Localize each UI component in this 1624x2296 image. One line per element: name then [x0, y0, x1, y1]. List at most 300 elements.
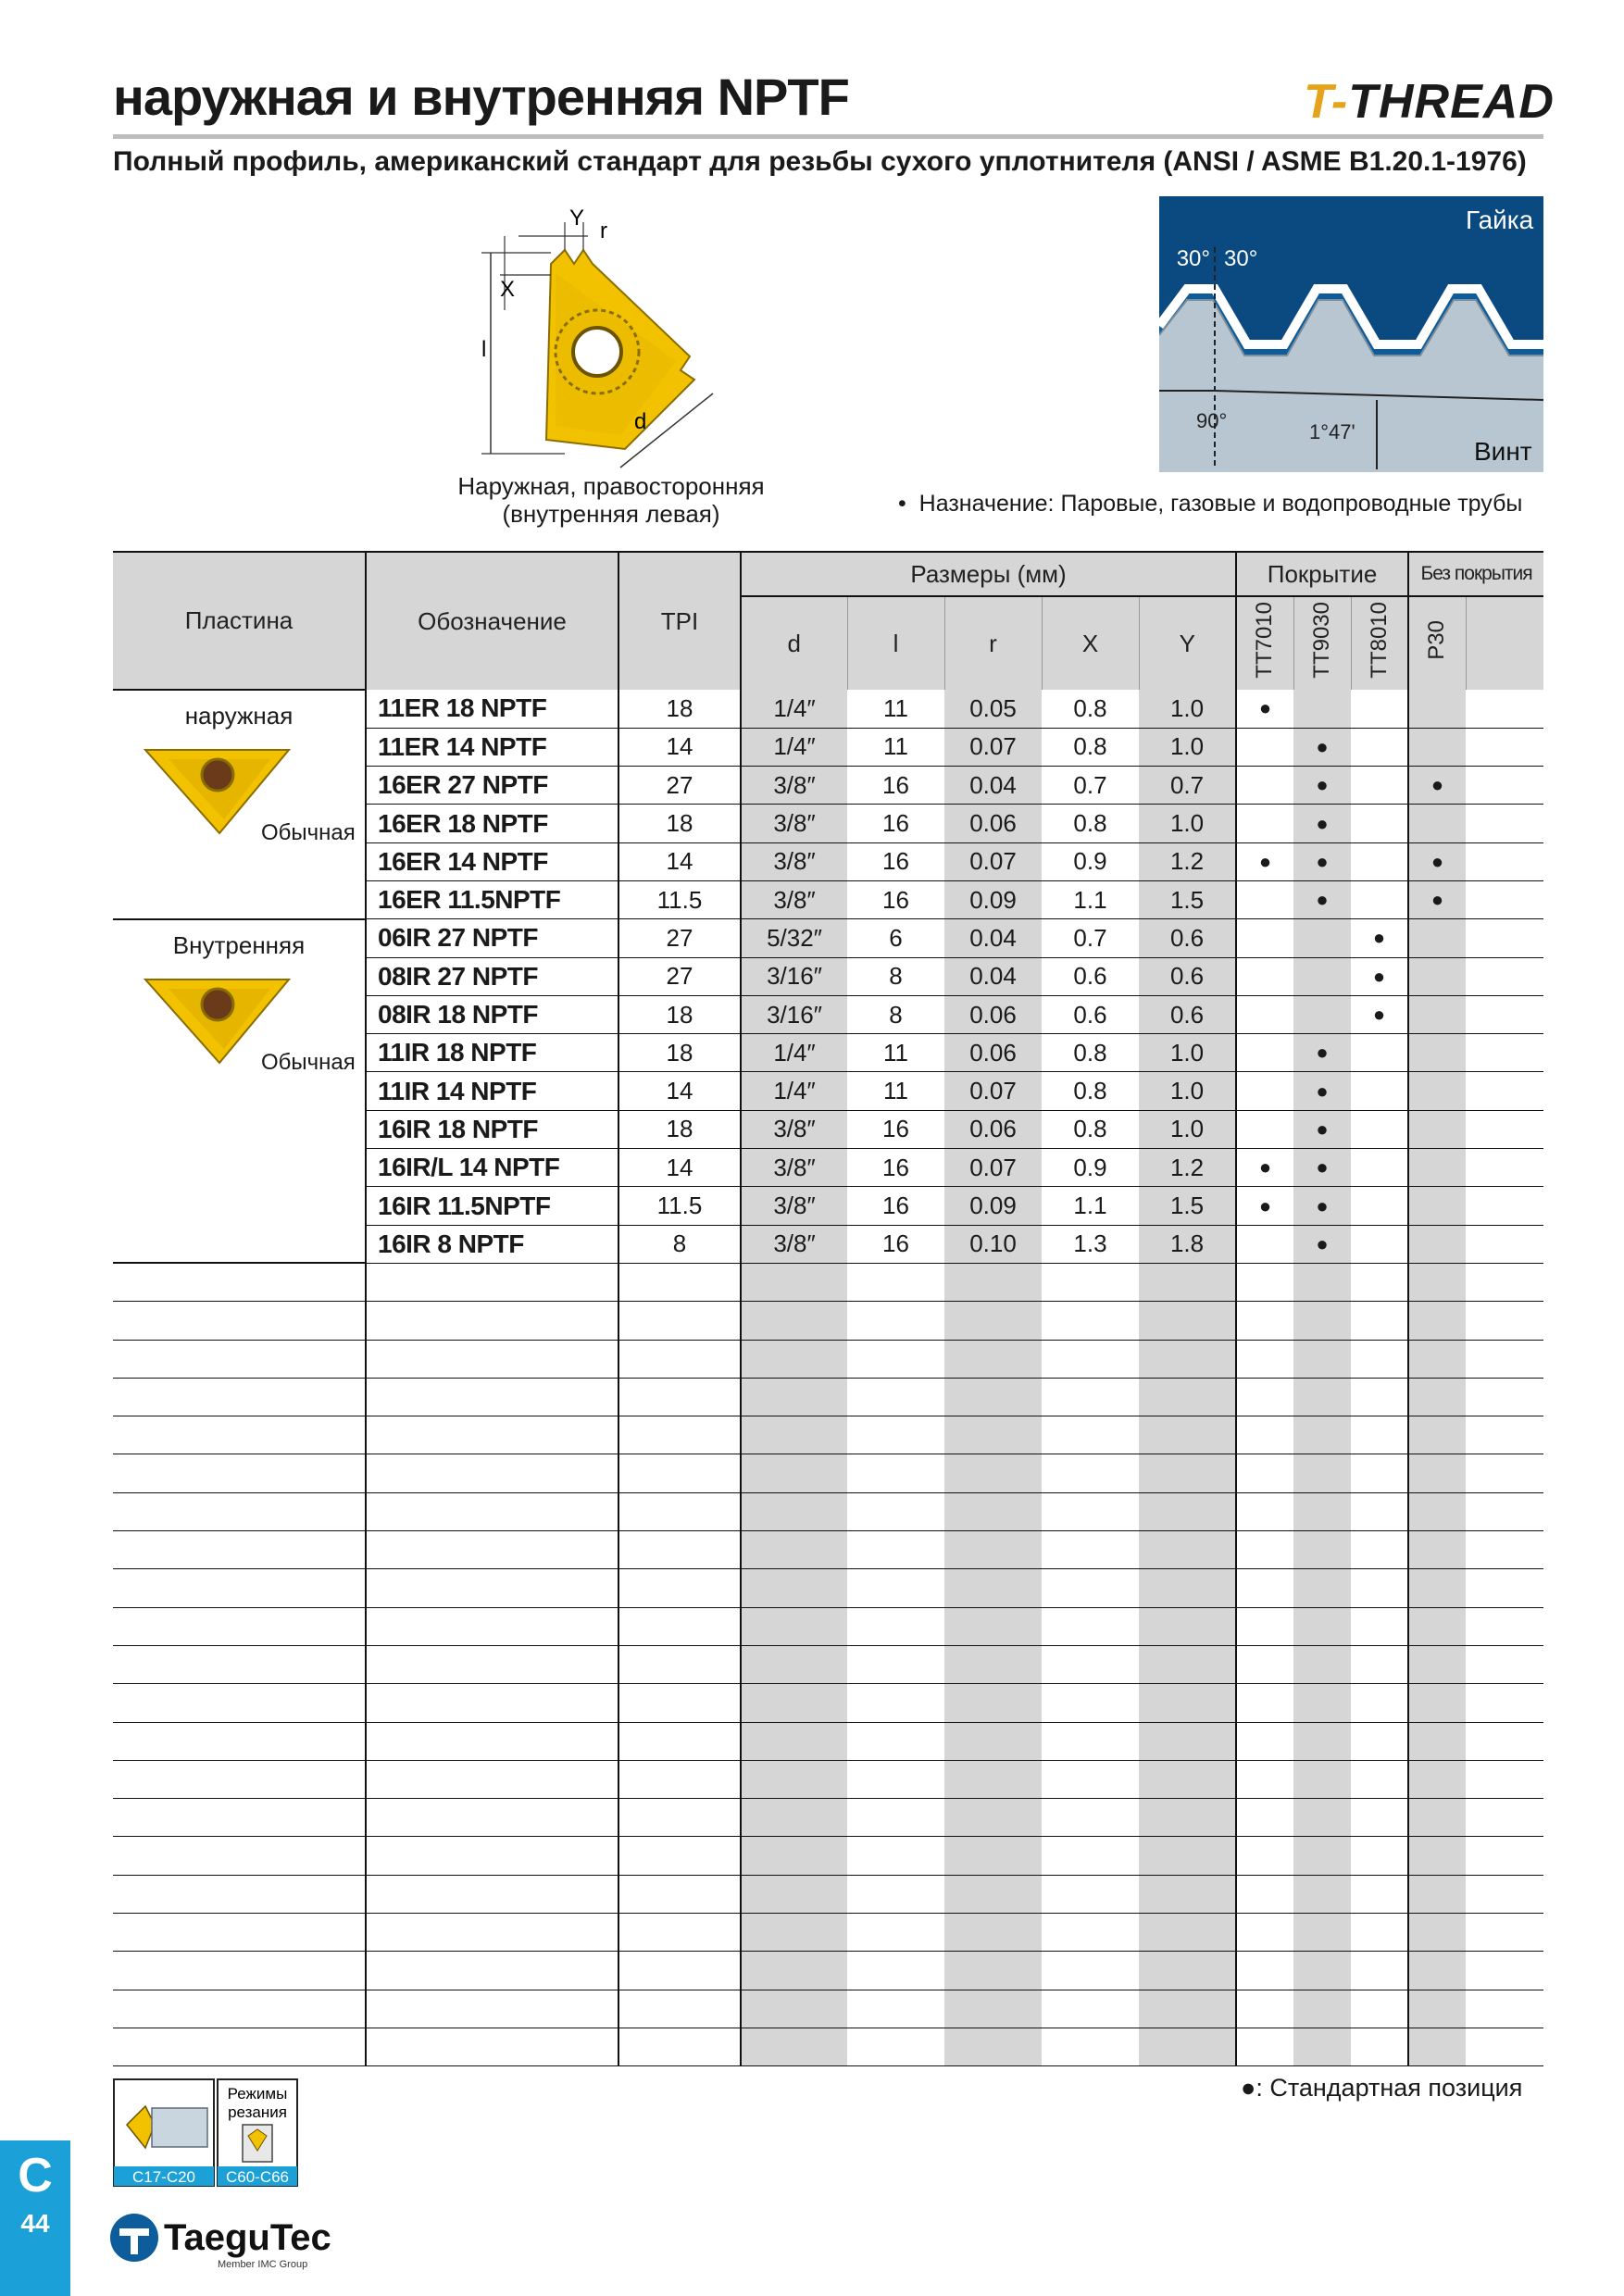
tpi-cell: 18 — [618, 1110, 741, 1148]
grade-tt9030-cell — [1293, 1837, 1351, 1875]
insert-cell — [113, 1722, 366, 1760]
dim-y-cell: 1.0 — [1139, 1034, 1236, 1072]
dim-r-cell: 0.04 — [944, 767, 1042, 805]
grade-tt8010-cell — [1351, 1684, 1408, 1722]
grade-p30-cell: ● — [1408, 880, 1466, 918]
tpi-cell: 8 — [618, 1225, 741, 1263]
dim-d-cell — [741, 1263, 847, 1301]
insert-cell — [113, 1799, 366, 1837]
dim-l-cell — [847, 1645, 944, 1683]
empty-cell — [1466, 1837, 1543, 1875]
grade-p30-cell — [1408, 1645, 1466, 1683]
grade-tt7010-cell — [1236, 1799, 1293, 1837]
insert-cell — [113, 1607, 366, 1645]
dim-x-cell — [1042, 1645, 1139, 1683]
grade-tt9030-cell — [1293, 1263, 1351, 1301]
dim-y-cell: 1.5 — [1139, 1187, 1236, 1225]
dim-r-cell: 0.07 — [944, 842, 1042, 880]
dim-l-cell: 8 — [847, 957, 944, 995]
page-subtitle: Полный профиль, американский стандарт для резьбы сухого уплотнителя (ANSI / ASME B1.20.1-1976) — [113, 146, 1527, 177]
dim-x-cell: 0.8 — [1042, 1034, 1139, 1072]
grade-p30-cell — [1408, 1990, 1466, 2028]
grade-tt7010-cell — [1236, 1263, 1293, 1301]
header-l: l — [847, 596, 944, 690]
tpi-cell: 14 — [618, 728, 741, 766]
dim-l-cell — [847, 1990, 944, 2028]
designation-cell — [366, 1760, 618, 1798]
designation-cell — [366, 1990, 618, 2028]
table-row — [113, 1263, 1543, 1301]
grade-tt8010-cell — [1351, 1263, 1408, 1301]
grade-tt9030-cell: ● — [1293, 1187, 1351, 1225]
header-grade-tt7010: TT7010 — [1236, 596, 1293, 690]
dim-y-cell — [1139, 2028, 1236, 2065]
tpi-cell: 27 — [618, 767, 741, 805]
grade-p30-cell — [1408, 1837, 1466, 1875]
dim-x-cell — [1042, 1990, 1139, 2028]
dim-y-cell: 1.5 — [1139, 880, 1236, 918]
empty-cell — [1466, 1454, 1543, 1492]
tpi-cell — [618, 1952, 741, 1990]
tpi-cell: 27 — [618, 919, 741, 957]
empty-cell — [1466, 1914, 1543, 1952]
grade-p30-cell — [1408, 1149, 1466, 1187]
grade-tt9030-cell: ● — [1293, 767, 1351, 805]
thread-profile-figure — [1159, 196, 1543, 472]
designation-cell: 16IR/L 14 NPTF — [366, 1149, 618, 1187]
dim-l-cell: 16 — [847, 1187, 944, 1225]
table-row — [113, 1531, 1543, 1569]
designation-cell: 11IR 18 NPTF — [366, 1034, 618, 1072]
ref-box-2-label: C60-C66 — [225, 2168, 290, 2186]
table-row — [113, 1799, 1543, 1837]
dim-y-cell — [1139, 1914, 1236, 1952]
insert-cell — [113, 2028, 366, 2065]
grade-tt9030-cell — [1293, 690, 1351, 728]
grade-p30-cell — [1408, 1799, 1466, 1837]
dim-x-cell: 0.8 — [1042, 1072, 1139, 1110]
insert-cell — [113, 1569, 366, 1607]
dim-y-cell — [1139, 1645, 1236, 1683]
grade-tt8010-cell — [1351, 1875, 1408, 1913]
dim-y-cell — [1139, 1837, 1236, 1875]
insert-cell — [113, 1952, 366, 1990]
designation-cell — [366, 1416, 618, 1454]
designation-cell — [366, 1340, 618, 1378]
dim-d-cell — [741, 1454, 847, 1492]
grade-tt8010-cell — [1351, 1034, 1408, 1072]
tpi-cell — [618, 1990, 741, 2028]
ref-box-1-label: C17-C20 — [131, 2168, 196, 2186]
dim-l-cell: 16 — [847, 1149, 944, 1187]
tpi-cell — [618, 1416, 741, 1454]
dim-r-cell — [944, 1531, 1042, 1569]
header-designation: Обозначение — [366, 552, 618, 690]
table-row — [113, 1760, 1543, 1798]
dim-x-cell: 0.8 — [1042, 728, 1139, 766]
dim-l-cell — [847, 1799, 944, 1837]
dim-x-cell: 0.9 — [1042, 1149, 1139, 1187]
dim-d-cell: 3/8″ — [741, 1225, 847, 1263]
empty-cell — [1466, 1492, 1543, 1530]
grade-tt8010-cell — [1351, 1110, 1408, 1148]
grade-tt8010-cell — [1351, 1722, 1408, 1760]
logo-subtext: Member IMC Group — [218, 2259, 308, 2270]
header-y: Y — [1139, 596, 1236, 690]
dim-y-cell — [1139, 1607, 1236, 1645]
grade-tt8010-cell — [1351, 842, 1408, 880]
grade-tt9030-cell: ● — [1293, 842, 1351, 880]
dim-x-cell: 0.6 — [1042, 995, 1139, 1033]
dim-d-cell — [741, 1302, 847, 1340]
title-divider — [113, 134, 1543, 139]
insert-type-label: Обычная — [261, 1049, 356, 1075]
table-row — [113, 1416, 1543, 1454]
insert-type-label: Обычная — [261, 820, 356, 845]
grade-p30-cell — [1408, 995, 1466, 1033]
grade-tt9030-cell — [1293, 1416, 1351, 1454]
grade-tt7010-cell — [1236, 767, 1293, 805]
dim-x-cell: 0.8 — [1042, 1110, 1139, 1148]
table-row — [113, 690, 1543, 728]
grade-tt7010-cell — [1236, 1034, 1293, 1072]
dim-d-cell: 3/8″ — [741, 880, 847, 918]
dim-x-cell — [1042, 2028, 1139, 2065]
tpi-cell — [618, 1492, 741, 1530]
insert-cell — [113, 1645, 366, 1683]
purpose-note: • Назначение: Паровые, газовые и водопроводные трубы — [898, 491, 1523, 517]
grade-p30-cell — [1408, 1952, 1466, 1990]
designation-cell: 08IR 18 NPTF — [366, 995, 618, 1033]
dim-d-cell: 1/4″ — [741, 728, 847, 766]
empty-cell — [1466, 1263, 1543, 1301]
grade-tt8010-cell — [1351, 1760, 1408, 1798]
dim-x-cell — [1042, 1837, 1139, 1875]
tpi-cell: 27 — [618, 957, 741, 995]
designation-cell — [366, 1684, 618, 1722]
section-tab — [0, 2140, 70, 2296]
dim-r-cell — [944, 1263, 1042, 1301]
grade-p30-cell — [1408, 1607, 1466, 1645]
dim-l-cell — [847, 1302, 944, 1340]
grade-tt9030-cell — [1293, 1531, 1351, 1569]
grade-p30-cell — [1408, 1034, 1466, 1072]
grade-tt7010-cell — [1236, 1990, 1293, 2028]
grade-tt9030-cell — [1293, 1454, 1351, 1492]
dim-x-cell — [1042, 1799, 1139, 1837]
insert-cell — [113, 1684, 366, 1722]
tpi-cell: 18 — [618, 1034, 741, 1072]
dim-r-cell: 0.06 — [944, 995, 1042, 1033]
grade-tt7010-cell: ● — [1236, 1187, 1293, 1225]
header-insert: Пластина — [113, 552, 366, 690]
dim-y-cell — [1139, 1263, 1236, 1301]
reference-boxes — [113, 2078, 298, 2190]
table-row — [113, 919, 1543, 957]
empty-cell — [1466, 1990, 1543, 2028]
grade-tt9030-cell — [1293, 1340, 1351, 1378]
table-row — [113, 1607, 1543, 1645]
grade-tt7010-cell — [1236, 805, 1293, 842]
grade-tt9030-cell — [1293, 1684, 1351, 1722]
grade-tt8010-cell — [1351, 728, 1408, 766]
dim-r-cell — [944, 1799, 1042, 1837]
dim-y-cell: 0.6 — [1139, 957, 1236, 995]
diagram-label-d: d — [634, 409, 647, 434]
dim-d-cell — [741, 1837, 847, 1875]
grade-tt9030-cell: ● — [1293, 1034, 1351, 1072]
grade-tt8010-cell — [1351, 1454, 1408, 1492]
dim-r-cell — [944, 1492, 1042, 1530]
grade-tt7010-cell — [1236, 1952, 1293, 1990]
grade-p30-cell — [1408, 1302, 1466, 1340]
grade-tt9030-cell — [1293, 1569, 1351, 1607]
grade-p30-cell — [1408, 1569, 1466, 1607]
empty-cell — [1466, 1187, 1543, 1225]
grade-tt7010-cell — [1236, 1340, 1293, 1378]
table-row — [113, 1837, 1543, 1875]
diagram-label-x: X — [500, 277, 516, 302]
grade-p30-cell — [1408, 1378, 1466, 1416]
grade-p30-cell — [1408, 1187, 1466, 1225]
dim-y-cell — [1139, 1799, 1236, 1837]
grade-tt8010-cell: ● — [1351, 995, 1408, 1033]
dim-l-cell: 16 — [847, 1110, 944, 1148]
insert-cell — [113, 1990, 366, 2028]
insert-cell — [113, 1914, 366, 1952]
grade-tt9030-cell: ● — [1293, 805, 1351, 842]
grade-p30-cell — [1408, 1416, 1466, 1454]
grade-p30-cell — [1408, 1760, 1466, 1798]
grade-tt8010-cell: ● — [1351, 919, 1408, 957]
dim-x-cell: 0.6 — [1042, 957, 1139, 995]
tpi-cell — [618, 1645, 741, 1683]
grade-tt8010-cell — [1351, 2028, 1408, 2065]
grade-tt8010-cell — [1351, 690, 1408, 728]
table-row — [113, 1952, 1543, 1990]
dim-l-cell: 8 — [847, 995, 944, 1033]
tpi-cell — [618, 1531, 741, 1569]
designation-cell — [366, 1531, 618, 1569]
designation-cell: 16IR 8 NPTF — [366, 1225, 618, 1263]
grade-p30-cell — [1408, 1454, 1466, 1492]
dim-y-cell — [1139, 1340, 1236, 1378]
designation-cell: 08IR 27 NPTF — [366, 957, 618, 995]
dim-l-cell — [847, 1760, 944, 1798]
dim-r-cell: 0.06 — [944, 1034, 1042, 1072]
page-number: 44 — [20, 2209, 50, 2238]
grade-tt8010-cell — [1351, 1914, 1408, 1952]
dim-y-cell: 1.2 — [1139, 842, 1236, 880]
dim-x-cell: 0.8 — [1042, 805, 1139, 842]
dim-d-cell — [741, 1645, 847, 1683]
grade-p30-cell — [1408, 2028, 1466, 2065]
dim-r-cell — [944, 1684, 1042, 1722]
grade-p30-cell — [1408, 957, 1466, 995]
grade-tt8010-cell — [1351, 1225, 1408, 1263]
empty-cell — [1466, 1799, 1543, 1837]
dim-y-cell — [1139, 1378, 1236, 1416]
tpi-cell: 14 — [618, 842, 741, 880]
empty-cell — [1466, 1072, 1543, 1110]
dim-r-cell — [944, 1569, 1042, 1607]
dim-x-cell — [1042, 1416, 1139, 1454]
dim-y-cell: 1.8 — [1139, 1225, 1236, 1263]
dim-d-cell — [741, 1607, 847, 1645]
grade-tt8010-cell — [1351, 1492, 1408, 1530]
dim-d-cell: 1/4″ — [741, 690, 847, 728]
designation-cell: 16ER 11.5NPTF — [366, 880, 618, 918]
dim-y-cell — [1139, 1722, 1236, 1760]
designation-cell — [366, 1875, 618, 1913]
insert-cell — [113, 1492, 366, 1530]
dim-l-cell — [847, 1837, 944, 1875]
dim-d-cell — [741, 1684, 847, 1722]
empty-cell — [1466, 1645, 1543, 1683]
dim-d-cell: 3/8″ — [741, 842, 847, 880]
grade-tt7010-cell — [1236, 1875, 1293, 1913]
grade-tt7010-cell — [1236, 1110, 1293, 1148]
insert-cell — [113, 1416, 366, 1454]
empty-cell — [1466, 1684, 1543, 1722]
empty-cell — [1466, 2028, 1543, 2065]
grade-tt7010-cell — [1236, 957, 1293, 995]
dim-x-cell — [1042, 1952, 1139, 1990]
grade-tt8010-cell — [1351, 1990, 1408, 2028]
dim-l-cell: 11 — [847, 1072, 944, 1110]
grade-p30-cell — [1408, 1072, 1466, 1110]
screw-label: Винт — [1474, 437, 1532, 466]
designation-cell — [366, 1263, 618, 1301]
tpi-cell: 18 — [618, 690, 741, 728]
table-row — [113, 1875, 1543, 1913]
dim-d-cell — [741, 1340, 847, 1378]
grade-tt9030-cell — [1293, 957, 1351, 995]
grade-p30-cell — [1408, 1875, 1466, 1913]
legend-note: ●: Стандартная позиция — [1241, 2074, 1523, 2102]
dim-l-cell — [847, 1492, 944, 1530]
dim-l-cell: 11 — [847, 728, 944, 766]
tpi-cell — [618, 1569, 741, 1607]
grade-tt7010-cell — [1236, 1684, 1293, 1722]
dim-y-cell — [1139, 1531, 1236, 1569]
dim-d-cell: 3/16″ — [741, 995, 847, 1033]
table-row — [113, 1914, 1543, 1952]
designation-cell — [366, 1492, 618, 1530]
grade-tt8010-cell — [1351, 1569, 1408, 1607]
dim-l-cell — [847, 1952, 944, 1990]
dim-y-cell — [1139, 1875, 1236, 1913]
dim-y-cell — [1139, 1492, 1236, 1530]
dim-r-cell: 0.09 — [944, 880, 1042, 918]
diagram-label-l: l — [481, 337, 487, 362]
grade-p30-cell — [1408, 919, 1466, 957]
empty-cell — [1466, 1225, 1543, 1263]
grade-tt8010-cell — [1351, 767, 1408, 805]
designation-cell: 11ER 18 NPTF — [366, 690, 618, 728]
empty-cell — [1466, 1302, 1543, 1340]
taper-label: 1°47' — [1309, 420, 1355, 443]
table-row — [113, 1722, 1543, 1760]
tpi-cell — [618, 2028, 741, 2065]
dim-x-cell — [1042, 1263, 1139, 1301]
dim-r-cell — [944, 1952, 1042, 1990]
dim-r-cell: 0.04 — [944, 919, 1042, 957]
dim-d-cell — [741, 1952, 847, 1990]
dim-d-cell — [741, 1531, 847, 1569]
grade-tt7010-cell — [1236, 728, 1293, 766]
grade-tt7010-cell — [1236, 919, 1293, 957]
empty-cell — [1466, 1722, 1543, 1760]
tpi-cell — [618, 1760, 741, 1798]
grade-p30-cell — [1408, 1531, 1466, 1569]
insert-diagram — [463, 208, 741, 477]
tpi-cell: 14 — [618, 1149, 741, 1187]
dim-d-cell: 1/4″ — [741, 1034, 847, 1072]
brand-logo: T-THREAD — [1304, 75, 1555, 129]
grade-tt9030-cell — [1293, 1302, 1351, 1340]
dim-d-cell — [741, 1722, 847, 1760]
table-row — [113, 2028, 1543, 2065]
grade-tt9030-cell: ● — [1293, 1072, 1351, 1110]
grade-tt9030-cell — [1293, 2028, 1351, 2065]
grade-tt9030-cell: ● — [1293, 1225, 1351, 1263]
dim-x-cell — [1042, 1454, 1139, 1492]
dim-y-cell — [1139, 1454, 1236, 1492]
grade-p30-cell — [1408, 728, 1466, 766]
dim-x-cell — [1042, 1569, 1139, 1607]
grade-tt9030-cell — [1293, 1952, 1351, 1990]
dim-d-cell: 3/8″ — [741, 805, 847, 842]
grade-tt7010-cell — [1236, 1531, 1293, 1569]
designation-cell — [366, 1378, 618, 1416]
insert-cell — [113, 1531, 366, 1569]
empty-cell — [1466, 767, 1543, 805]
grade-tt7010-cell — [1236, 1914, 1293, 1952]
insert-group-cell — [113, 690, 366, 919]
grade-tt8010-cell — [1351, 805, 1408, 842]
grade-tt7010-cell: ● — [1236, 1149, 1293, 1187]
table-row — [113, 1990, 1543, 2028]
grade-tt9030-cell: ● — [1293, 728, 1351, 766]
page-title: наружная и внутренняя NPTF — [113, 68, 849, 126]
section-letter: C — [18, 2149, 53, 2202]
grade-tt8010-cell — [1351, 1187, 1408, 1225]
grade-tt8010-cell — [1351, 1607, 1408, 1645]
dim-l-cell — [847, 1607, 944, 1645]
dim-d-cell — [741, 1799, 847, 1837]
grade-tt9030-cell — [1293, 1760, 1351, 1798]
grade-tt9030-cell — [1293, 1378, 1351, 1416]
insert-group-cell — [113, 919, 366, 1264]
grade-tt7010-cell — [1236, 2028, 1293, 2065]
insert-cell — [113, 1263, 366, 1301]
empty-cell — [1466, 728, 1543, 766]
dim-d-cell — [741, 1875, 847, 1913]
tpi-cell — [618, 1340, 741, 1378]
insert-cell — [113, 1760, 366, 1798]
grade-p30-cell — [1408, 1492, 1466, 1530]
logo-text: TaeguTec — [164, 2217, 331, 2258]
dim-l-cell — [847, 1340, 944, 1378]
grade-p30-cell: ● — [1408, 767, 1466, 805]
nut-label: Гайка — [1466, 206, 1534, 234]
empty-cell — [1466, 880, 1543, 918]
empty-cell — [1466, 1952, 1543, 1990]
dim-r-cell: 0.07 — [944, 1072, 1042, 1110]
grade-tt7010-cell — [1236, 1416, 1293, 1454]
grade-tt7010-cell — [1236, 1569, 1293, 1607]
